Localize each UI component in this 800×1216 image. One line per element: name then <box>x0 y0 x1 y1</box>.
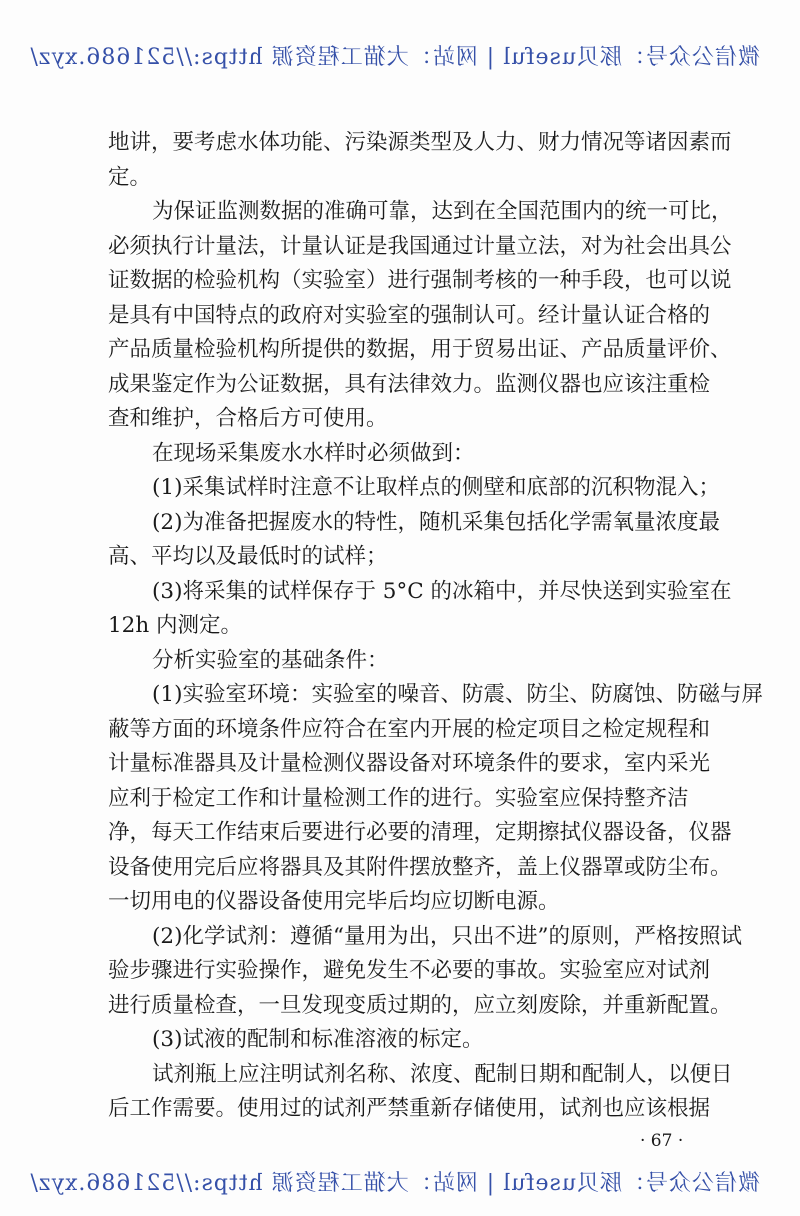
text-line: 在现场采集废水水样时必须做到： <box>152 440 475 466</box>
watermark-top: 微信公众号：豚贝useful | 网站：大猫工程资源 https://521686.xyz/ <box>29 45 760 70</box>
text-line: 试剂瓶上应注明试剂名称、浓度、配制日期和配制人，以便日 <box>152 1061 733 1087</box>
text-line: (3)试液的配制和标准溶液的标定。 <box>152 1027 484 1052</box>
text-line: 为保证监测数据的准确可靠，达到在全国范围内的统一可比， <box>152 199 733 224</box>
page-number: · 67 · <box>640 1131 684 1151</box>
text-line: 证数据的检验机构（实验室）进行强制考核的一种手段，也可以说 <box>108 268 732 293</box>
text-line: 验步骤进行实验操作，避免发生不必要的事故。实验室应对试剂 <box>108 958 711 983</box>
text-line: 分析实验室的基础条件： <box>152 647 389 673</box>
text-line: 净，每天工作结束后要进行必要的清理，定期擦拭仪器设备，仪器 <box>108 820 732 845</box>
text-line: 后工作需要。使用过的试剂严禁重新存储使用，试剂也应该根据 <box>108 1096 711 1121</box>
body-text <box>108 128 763 1129</box>
text-line: (1)实验室环境：实验室的噪音、防震、防尘、防腐蚀、防磁与屏 <box>152 682 763 707</box>
text-line: 地讲，要考虑水体功能、污染源类型及人力、财力情况等诸因素而 <box>108 130 732 155</box>
text-line: 定。 <box>108 164 152 190</box>
text-line: 是具有中国特点的政府对实验室的强制认可。经计量认证合格的 <box>108 302 711 328</box>
text-line: 计量标准器具及计量检测仪器设备对环境条件的要求，室内采光 <box>108 751 711 776</box>
text-line: 进行质量检查，一旦发现变质过期的，应立刻废除，并重新配置。 <box>108 992 732 1018</box>
text-line: 产品质量检验机构所提供的数据，用于贸易出证、产品质量评价、 <box>108 337 732 362</box>
text-line: 查和维护，合格后方可使用。 <box>108 406 388 431</box>
text-line: (1)采集试样时注意不让取样点的侧壁和底部的沉积物混入； <box>152 475 720 500</box>
text-line: 一切用电的仪器设备使用完毕后均应切断电源。 <box>108 889 560 914</box>
text-line: (2)化学试剂：遵循“量用为出，只出不进”的原则，严格按照试 <box>152 923 742 949</box>
text-line: 成果鉴定作为公证数据，具有法律效力。监测仪器也应该注重检 <box>108 371 711 397</box>
watermark-bottom: 微信公众号：豚贝useful | 网站：大猫工程资源 https://521686.xyz/ <box>29 1171 760 1196</box>
text-line: (2)为准备把握废水的特性，随机采集包括化学需氧量浓度最 <box>152 509 720 535</box>
text-line: 12h 内测定。 <box>108 613 243 638</box>
text-line: 设备使用完后应将器具及其附件摆放整齐，盖上仪器罩或防尘布。 <box>108 854 732 880</box>
text-line: 高、平均以及最低时的试样； <box>108 544 388 569</box>
text-line: (3)将采集的试样保存于 5°C 的冰箱中，并尽快送到实验室在 <box>152 578 732 604</box>
text-line: 应利于检定工作和计量检测工作的进行。实验室应保持整齐洁 <box>108 785 689 811</box>
text-line: 必须执行计量法，计量认证是我国通过计量立法，对为社会出具公 <box>108 233 732 259</box>
text-line: 蔽等方面的环境条件应符合在室内开展的检定项目之检定规程和 <box>108 716 711 742</box>
